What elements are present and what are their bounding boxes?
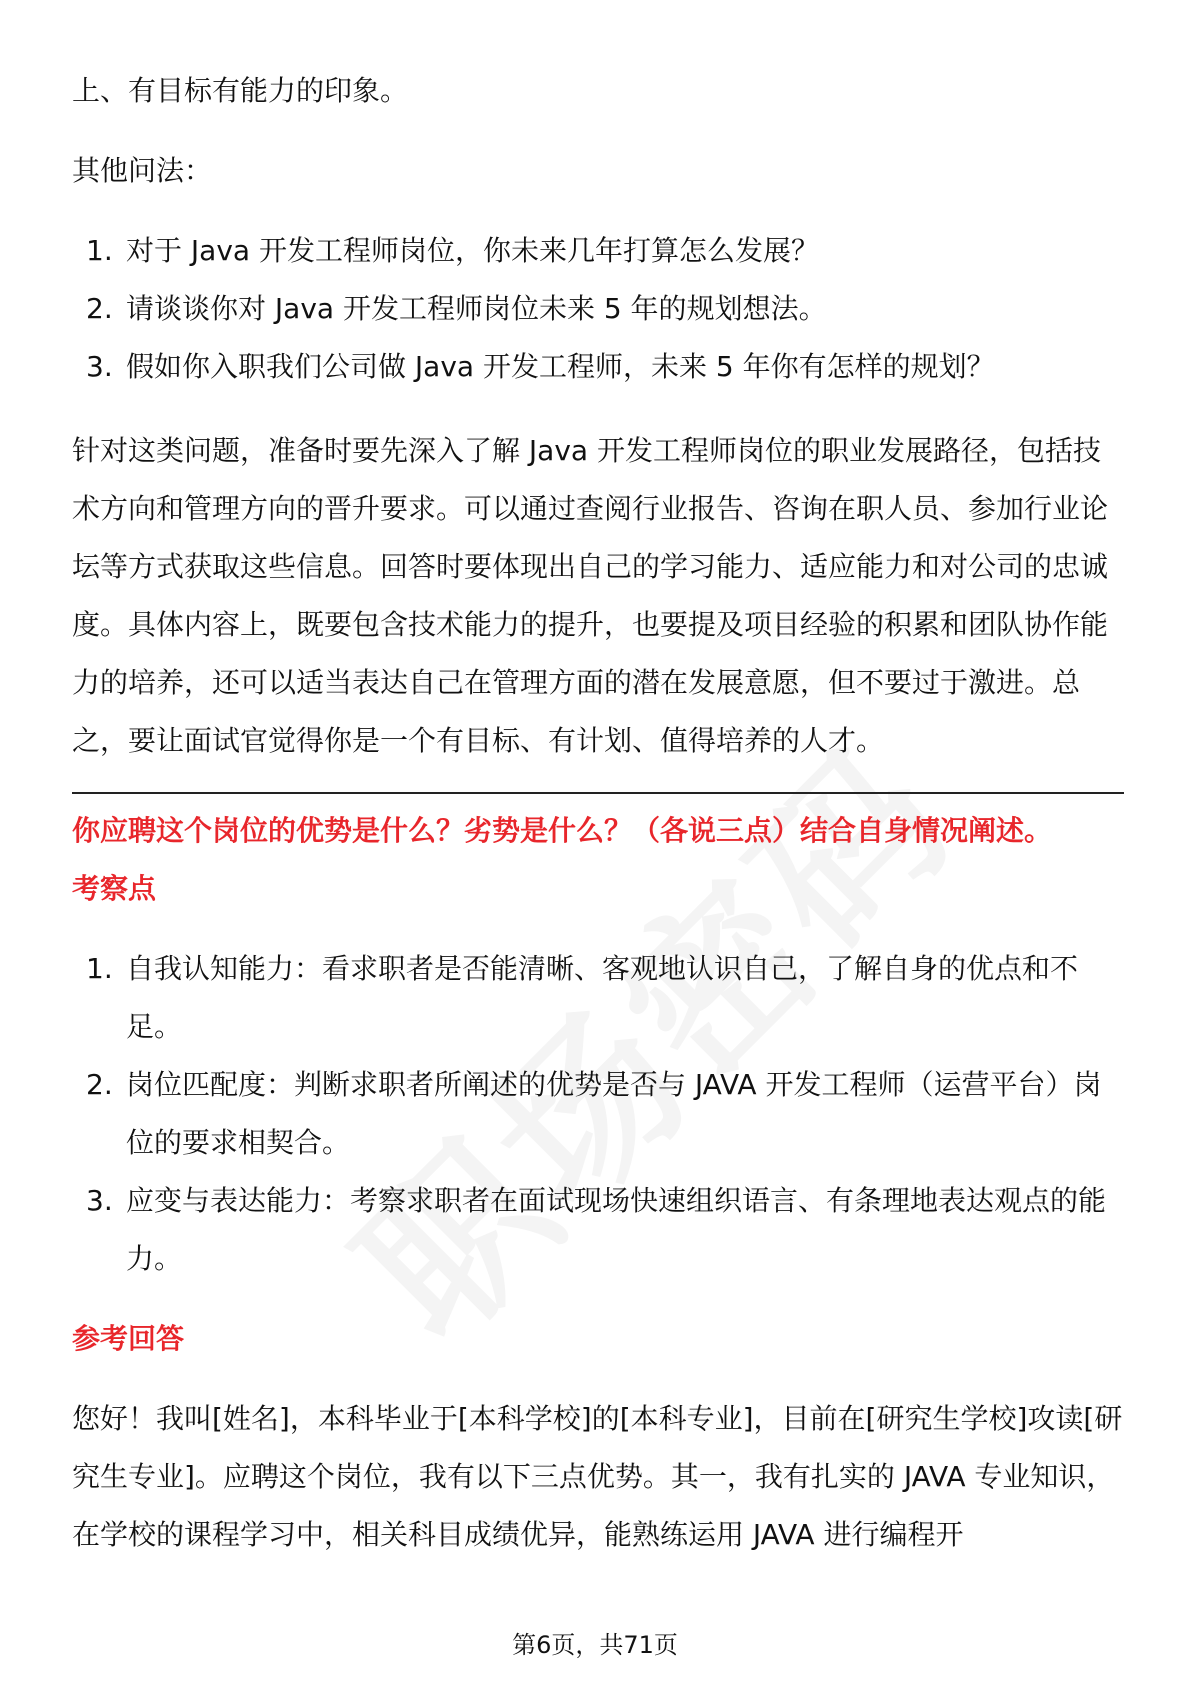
other-questions-label: 其他问法： bbox=[72, 154, 213, 187]
other-questions-list bbox=[72, 222, 1124, 396]
page-content bbox=[72, 62, 1124, 1564]
list-number: 2. bbox=[86, 1068, 113, 1101]
section-divider bbox=[72, 792, 1124, 794]
list-number: 1. bbox=[86, 234, 113, 267]
list-number: 2. bbox=[86, 292, 113, 325]
focus-points-list bbox=[72, 940, 1124, 1288]
list-item bbox=[72, 222, 1124, 280]
list-item bbox=[72, 940, 1124, 1056]
list-item bbox=[72, 1172, 1124, 1288]
list-text: 请谈谈你对 Java 开发工程师岗位未来 5 年的规划想法。 bbox=[126, 292, 827, 325]
question-title: 你应聘这个岗位的优势是什么？劣势是什么？（各说三点）结合自身情况阐述。 bbox=[72, 814, 1053, 847]
list-number: 3. bbox=[86, 1184, 113, 1217]
list-item bbox=[72, 1056, 1124, 1172]
list-text: 对于 Java 开发工程师岗位，你未来几年打算怎么发展？ bbox=[126, 234, 819, 267]
advice-paragraph: 针对这类问题，准备时要先深入了解 Java 开发工程师岗位的职业发展路径，包括技术方向和管理方向的晋升要求。可以通过查阅行业报告、咨询在职人员、参加行业论坛等方式获取这些信息。回答时要体现出自己的学习能力、适应能力和对公司的忠诚度。具体内容上，既要包含技术能力的提升，也要提及项目经验的积累和团队协作能力的培养，还可以适当表达自己在管理方面的潜在发展意愿，但不要过于激进。总之，要让面试官觉得你是一个有目标、有计划、值得培养的人才。 bbox=[72, 434, 1109, 757]
answer-paragraph: 您好！我叫[姓名]，本科毕业于[本科学校]的[本科专业]，目前在[研究生学校]攻读[研究生专业]。应聘这个岗位，我有以下三点优势。其一，我有扎实的 JAVA 专业知识，在学校的课程学习中，相关科目成绩优异，能熟练运用 JAVA 进行编程开 bbox=[72, 1402, 1123, 1551]
list-text: 应变与表达能力：考察求职者在面试现场快速组织语言、有条理地表达观点的能力。 bbox=[126, 1184, 1107, 1275]
intro-continuation: 上、有目标有能力的印象。 bbox=[72, 74, 409, 107]
list-text: 假如你入职我们公司做 Java 开发工程师，未来 5 年你有怎样的规划？ bbox=[126, 350, 995, 383]
page-number-footer: 第6页，共71页 bbox=[512, 1631, 678, 1659]
list-number: 3. bbox=[86, 350, 113, 383]
list-text: 自我认知能力：看求职者是否能清晰、客观地认识自己，了解自身的优点和不足。 bbox=[126, 952, 1079, 1043]
list-number: 1. bbox=[86, 952, 113, 985]
list-item bbox=[72, 280, 1124, 338]
list-item bbox=[72, 338, 1124, 396]
list-text: 岗位匹配度：判断求职者所阐述的优势是否与 JAVA 开发工程师（运营平台）岗位的要求相契合。 bbox=[126, 1068, 1102, 1159]
answer-label: 参考回答 bbox=[72, 1322, 185, 1355]
focus-points-label: 考察点 bbox=[72, 872, 157, 905]
